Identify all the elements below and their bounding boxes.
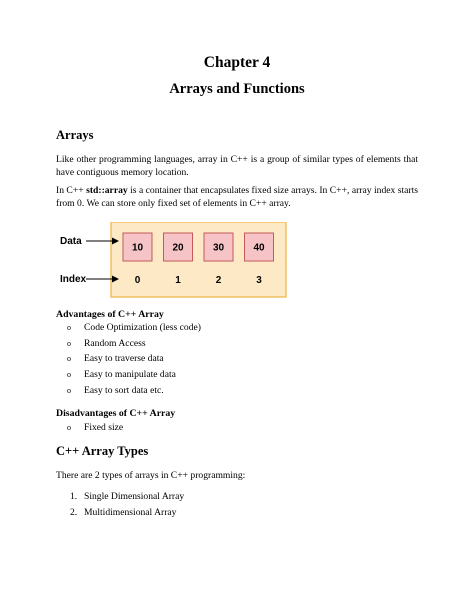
section-heading-array-types: C++ Array Types	[56, 444, 149, 458]
para2-text-before: In C++	[56, 185, 87, 196]
arrays-paragraph-2	[56, 184, 418, 211]
chapter-title: Chapter 4	[203, 54, 271, 71]
array-cell-value: 20	[172, 242, 184, 254]
bullet-icon: o	[67, 385, 71, 395]
array-index-value: 2	[215, 275, 222, 286]
array-cell-value: 10	[131, 242, 144, 254]
chapter-subtitle: Arrays and Functions	[169, 81, 305, 97]
array-diagram	[54, 222, 294, 300]
bullet-icon: o	[67, 423, 71, 432]
array-index-value: 0	[134, 275, 141, 286]
bullet-icon: o	[67, 323, 71, 332]
array-index-value: 3	[256, 275, 262, 286]
std-array-keyword: std::array	[86, 185, 128, 196]
disadvantages-title: Disadvantages of C++ Array	[56, 408, 176, 419]
arrays-paragraph-1: Like other programming languages, array in C++ is a group of similar types of elements that have contiguous memory location.	[56, 154, 418, 179]
array-cell-value: 40	[253, 242, 265, 254]
index-label: Index	[60, 274, 87, 285]
section-heading-arrays: Arrays	[56, 128, 94, 142]
bullet-icon: o	[67, 370, 71, 380]
bullet-icon: o	[67, 338, 71, 348]
bullet-icon: o	[67, 354, 71, 364]
array-index-value: 1	[175, 275, 181, 286]
data-label: Data	[60, 236, 82, 247]
para2-text-after: is a container that encapsulates fixed size arrays. In C++, array index starts from 0. We can store only fixed set of elements in C++ array.	[56, 185, 419, 210]
array-types-paragraph: There are 2 types of arrays in C++ programming:	[56, 470, 246, 481]
array-cell-value: 30	[212, 242, 225, 254]
advantages-title: Advantages of C++ Array	[56, 309, 164, 320]
